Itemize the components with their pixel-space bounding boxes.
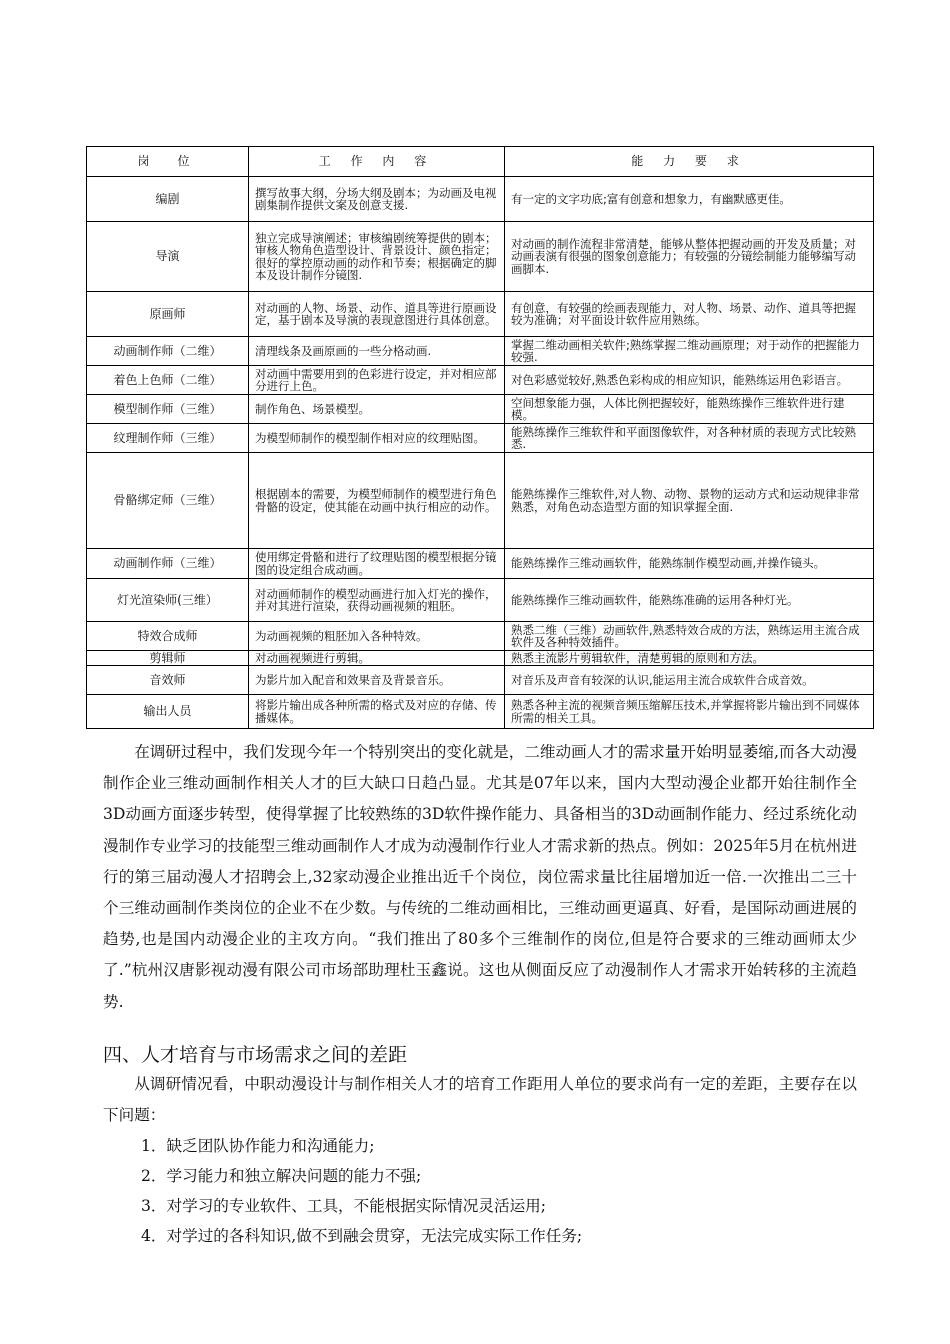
table-row	[87, 395, 874, 424]
header-work: 工 作 内 容	[249, 147, 505, 177]
work-cell: 将影片输出成各种所需的格式及对应的存储、传播媒体。	[249, 695, 505, 729]
role-cell: 原画师	[87, 292, 249, 337]
ability-cell: 对音乐及声音有较深的认识,能运用主流合成软件合成音效。	[505, 666, 874, 695]
ability-cell: 熟悉二维（三维）动画软件,熟悉特效合成的方法，熟练运用主流合成软件及各种特效插件。	[505, 622, 874, 651]
header-ability: 能 力 要 求	[505, 147, 874, 177]
work-cell: 撰写故事大纲，分场大纲及剧本；为动画及电视剧集制作提供文案及创意支援.	[249, 177, 505, 222]
table-row	[87, 177, 874, 222]
work-cell: 为动画视频的粗胚加入各种特效。	[249, 622, 505, 651]
roles-table	[86, 146, 874, 729]
work-cell: 对动画师制作的模型动画进行加入灯光的操作，并对其进行渲染，获得动画视频的粗胚。	[249, 579, 505, 622]
work-cell: 制作角色、场景模型。	[249, 395, 505, 424]
table-row	[87, 666, 874, 695]
work-cell: 根据剧本的需要，为模型师制作的模型进行角色骨骼的设定，使其能在动画中执行相应的动作。	[249, 453, 505, 549]
role-cell: 剪辑师	[87, 651, 249, 666]
body-paragraph: 从调研情况看，中职动漫设计与制作相关人才的培育工作距用人单位的要求尚有一定的差距，主要存在以下问题：	[103, 1075, 857, 1125]
list-item: 3．对学习的专业软件、工具，不能根据实际情况灵活运用;	[141, 1197, 547, 1215]
ability-cell: 对色彩感觉较好,熟悉色彩构成的相应知识，能熟练运用色彩语言。	[505, 366, 874, 395]
role-cell: 编剧	[87, 177, 249, 222]
role-cell: 导演	[87, 222, 249, 292]
table-row	[87, 549, 874, 579]
role-cell: 灯光渲染师(三维）	[87, 579, 249, 622]
role-cell: 动画制作师（二维）	[87, 337, 249, 366]
role-cell: 动画制作师（三维）	[87, 549, 249, 579]
role-cell: 模型制作师（三维）	[87, 395, 249, 424]
section-heading: 四、人才培育与市场需求之间的差距	[103, 1044, 408, 1066]
table-row	[87, 424, 874, 453]
ability-cell: 能熟练操作三维软件,对人物、动物、景物的运动方式和运动规律非常熟悉，对角色动态造型方面的知识掌握全面.	[505, 453, 874, 549]
ability-cell: 能熟练操作三维软件和平面图像软件，对各种材质的表现方式比较熟悉.	[505, 424, 874, 453]
role-cell: 特效合成师	[87, 622, 249, 651]
problem-list	[141, 1131, 861, 1251]
table-row	[87, 622, 874, 651]
work-cell: 对动画中需要用到的色彩进行设定，并对相应部分进行上色。	[249, 366, 505, 395]
work-cell: 独立完成导演阐述；审核编剧统筹提供的剧本；审核人物角色造型设计、背景设计、颜色指定；很好的掌控原动画的动作和节奏；根据确定的脚本及设计制作分镜图.	[249, 222, 505, 292]
ability-cell: 能熟练操作三维动画软件，能熟练制作模型动画,并操作镜头。	[505, 549, 874, 579]
header-role: 岗 位	[87, 147, 249, 177]
ability-cell: 熟悉主流影片剪辑软件，清楚剪辑的原则和方法。	[505, 651, 874, 666]
table-row	[87, 366, 874, 395]
table-header-row	[87, 147, 874, 177]
table-row	[87, 695, 874, 729]
body-paragraph: 在调研过程中，我们发现今年一个特别突出的变化就是，二维动画人才的需求量开始明显萎缩,而各大动漫制作企业三维动画制作相关人才的巨大缺口日趋凸显。尤其是07年以来，国内大型动漫企业都开始往制作全3D动画方面逐步转型，使得掌握了比较熟练的3D软件操作能力、具备相当的3D动画制作能力、经过系统化动漫制作专业学习的技能型三维动画制作人才成为动漫制作行业人才需求新的热点。例如：2025年5月在杭州进行的第三届动漫人才招聘会上,32家动漫企业推出近千个岗位，岗位需求量比往届增加近一倍.一次推出二三十个三维动画制作类岗位的企业不在少数。与传统的二维动画相比，三维动画更逼真、好看，是国际动画进展的趋势,也是国内动漫企业的主攻方向。“我们推出了80多个三维制作的岗位,但是符合要求的三维动画师太少了.”杭州汉唐影视动漫有限公司市场部助理杜玉鑫说。这也从侧面反应了动漫制作人才需求开始转移的主流趋势.	[103, 743, 857, 1011]
work-cell: 对动画的人物、场景、动作、道具等进行原画设定，基于剧本及导演的表现意图进行具体创意。	[249, 292, 505, 337]
role-cell: 着色上色师（二维）	[87, 366, 249, 395]
ability-cell: 有创意，有较强的绘画表现能力，对人物、场景、动作、道具等把握较为准确；对平面设计软件应用熟练。	[505, 292, 874, 337]
table-row	[87, 337, 874, 366]
role-cell: 骨骼绑定师（三维）	[87, 453, 249, 549]
list-item: 2．学习能力和独立解决问题的能力不强;	[141, 1167, 422, 1185]
work-cell: 为影片加入配音和效果音及背景音乐。	[249, 666, 505, 695]
list-item: 1．缺乏团队协作能力和沟通能力;	[141, 1137, 375, 1155]
work-cell: 使用绑定骨骼和进行了纹理贴图的模型根据分镜图的设定组合成动画。	[249, 549, 505, 579]
work-cell: 对动画视频进行剪辑。	[249, 651, 505, 666]
role-cell: 纹理制作师（三维）	[87, 424, 249, 453]
ability-cell: 能熟练操作三维动画软件，能熟练准确的运用各种灯光。	[505, 579, 874, 622]
list-item: 4．对学过的各科知识,做不到融会贯穿，无法完成实际工作任务;	[141, 1227, 583, 1245]
table-row	[87, 579, 874, 622]
work-cell: 为模型师制作的模型制作相对应的纹理贴图。	[249, 424, 505, 453]
table-row	[87, 453, 874, 549]
table-row	[87, 651, 874, 666]
role-cell: 输出人员	[87, 695, 249, 729]
table-row	[87, 222, 874, 292]
work-cell: 清理线条及画原画的一些分格动画.	[249, 337, 505, 366]
table-row	[87, 292, 874, 337]
ability-cell: 对动画的制作流程非常清楚，能够从整体把握动画的开发及质量；对动画表演有很强的图象创意能力；有较强的分镜绘制能力能够编写动画脚本.	[505, 222, 874, 292]
ability-cell: 空间想象能力强，人体比例把握较好，能熟练操作三维软件进行建模。	[505, 395, 874, 424]
ability-cell: 掌握二维动画相关软件;熟练掌握二维动画原理；对于动作的把握能力较强.	[505, 337, 874, 366]
role-cell: 音效师	[87, 666, 249, 695]
ability-cell: 有一定的文字功底;富有创意和想象力，有幽默感更佳。	[505, 177, 874, 222]
ability-cell: 熟悉各种主流的视频音频压缩解压技术,并掌握将影片输出到不同媒体所需的相关工具。	[505, 695, 874, 729]
